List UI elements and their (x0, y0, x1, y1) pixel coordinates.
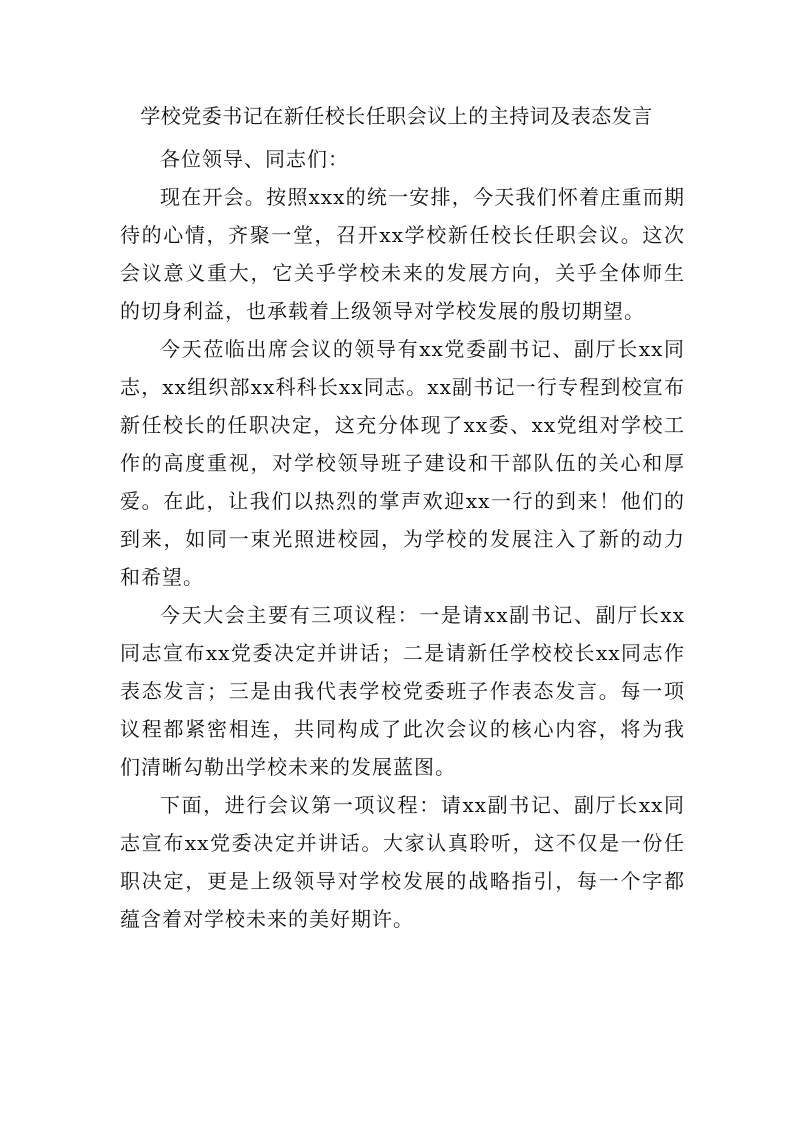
paragraph-opening: 现在开会。按照xxx的统一安排，今天我们怀着庄重而期待的心情，齐聚一堂，召开xx学校新任校长任职会议。这次会议意义重大，它关乎学校未来的发展方向，关乎全体师生的切身利益，也承载着上级领导对学校发展的殷切期望。 (120, 185, 685, 323)
paragraph-greeting: 各位领导、同志们： (160, 147, 349, 171)
document-title: 学校党委书记在新任校长任职会议上的主持词及表态发言 (140, 104, 653, 128)
paragraph-first-item: 下面，进行会议第一项议程：请xx副书记、副厅长xx同志宣布xx党委决定并讲话。大家认真聆听，这不仅是一份任职决定，更是上级领导对学校发展的战略指引，每一个字都蕴含着对学校未来的美好期许。 (120, 793, 685, 931)
paragraph-attending-leaders: 今天莅临出席会议的领导有xx党委副书记、副厅长xx同志，xx组织部xx科科长xx同志。xx副书记一行专程到校宣布新任校长的任职决定，这充分体现了xx委、xx党组对学校工作的高度重视，对学校领导班子建设和干部队伍的关心和厚爱。在此，让我们以热烈的掌声欢迎xx一行的到来！他们的到来，如同一束光照进校园，为学校的发展注入了新的动力和希望。 (120, 337, 685, 589)
document-body (120, 140, 685, 938)
paragraph-agenda: 今天大会主要有三项议程：一是请xx副书记、副厅长xx同志宣布xx党委决定并讲话；二是请新任学校校长xx同志作表态发言；三是由我代表学校党委班子作表态发言。每一项议程都紧密相连，共同构成了此次会议的核心内容，将为我们清晰勾勒出学校未来的发展蓝图。 (120, 603, 685, 779)
